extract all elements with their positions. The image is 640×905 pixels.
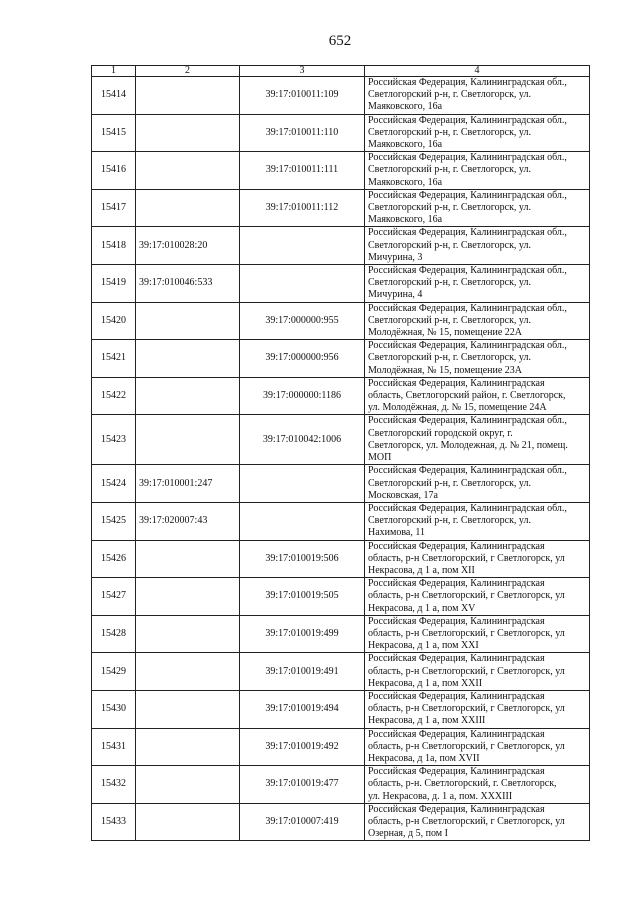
address-line: Российская Федерация, Калининградская обл.,: [368, 340, 567, 352]
row-number-cell: 15426: [92, 540, 136, 578]
cadastral-number-land-cell: [136, 540, 240, 578]
cadastral-number-land-cell: [136, 653, 240, 691]
cadastral-number-land-cell: [136, 377, 240, 415]
row-number-cell: 15428: [92, 615, 136, 653]
address-line: Нахимова, 11: [368, 527, 425, 539]
row-number-cell: 15430: [92, 690, 136, 728]
address-line: МОП: [368, 452, 392, 464]
row-number-cell: 15423: [92, 415, 136, 465]
row-number-cell: 15416: [92, 152, 136, 190]
row-number-cell: 15420: [92, 302, 136, 340]
row-number-cell: 15422: [92, 377, 136, 415]
table-row: [92, 502, 590, 540]
column-header: 1: [92, 66, 136, 77]
row-number-cell: 15417: [92, 189, 136, 227]
address-line: Светлогорский р-н, г. Светлогорск, ул.: [368, 277, 531, 289]
cadastral-number-land-cell: 39:17:010046:533: [136, 265, 240, 303]
address-line: область, р-н. Светлогорский, г. Светлогорск,: [368, 778, 557, 790]
cadastral-number-premises-cell: 39:17:010011:112: [240, 189, 365, 227]
cadastral-number-premises-cell: 39:17:000000:955: [240, 302, 365, 340]
row-number-cell: 15415: [92, 114, 136, 152]
cadastral-number-land-cell: [136, 578, 240, 616]
cadastral-number-land-cell: [136, 803, 240, 841]
cadastral-number-premises-cell: 39:17:000000:956: [240, 340, 365, 378]
address-cell: [365, 302, 590, 340]
cadastral-number-premises-cell: 39:17:010019:477: [240, 766, 365, 804]
cadastral-number-land-cell: [136, 77, 240, 115]
cadastral-number-land-cell: 39:17:010001:247: [136, 465, 240, 503]
cadastral-number-premises-cell: [240, 465, 365, 503]
address-line: Светлогорский городской округ, г.: [368, 427, 513, 439]
cadastral-number-premises-cell: 39:17:010019:492: [240, 728, 365, 766]
address-line: Некрасова, д 1 а, пом XV: [368, 602, 476, 614]
table-row: [92, 465, 590, 503]
address-line: область, Светлогорский район, г. Светлогорск,: [368, 390, 566, 402]
cadastral-number-premises-cell: 39:17:010019:506: [240, 540, 365, 578]
address-line: Мичурина, 4: [368, 289, 423, 301]
row-number-cell: 15431: [92, 728, 136, 766]
row-number-cell: 15414: [92, 77, 136, 115]
address-cell: [365, 465, 590, 503]
row-number-cell: 15418: [92, 227, 136, 265]
table-header-row: [92, 66, 590, 77]
cadastral-number-land-cell: [136, 340, 240, 378]
address-line: Российская Федерация, Калининградская: [368, 690, 545, 702]
row-number-cell: 15432: [92, 766, 136, 804]
address-line: Некрасова, д 1 а, пом XXI: [368, 640, 479, 652]
cadastral-number-land-cell: [136, 189, 240, 227]
cadastral-number-premises-cell: 39:17:010019:494: [240, 690, 365, 728]
address-line: Российская Федерация, Калининградская обл.,: [368, 502, 567, 514]
table-row: [92, 189, 590, 227]
row-number-cell: 15424: [92, 465, 136, 503]
column-header: 2: [136, 66, 240, 77]
address-line: область, р-н Светлогорский, г Светлогорск, ул: [368, 590, 565, 602]
address-line: Маяковского, 16а: [368, 214, 443, 226]
address-line: Российская Федерация, Калининградская: [368, 377, 545, 389]
table-row: [92, 227, 590, 265]
cadastral-number-land-cell: [136, 766, 240, 804]
address-line: Маяковского, 16а: [368, 176, 443, 188]
cadastral-number-land-cell: [136, 302, 240, 340]
cadastral-number-premises-cell: 39:17:000000:1186: [240, 377, 365, 415]
address-line: область, р-н Светлогорский, г Светлогорск, ул: [368, 740, 565, 752]
address-cell: [365, 540, 590, 578]
address-line: Российская Федерация, Калининградская: [368, 728, 545, 740]
table-row: [92, 152, 590, 190]
table-row: [92, 77, 590, 115]
table-row: [92, 578, 590, 616]
address-cell: [365, 77, 590, 115]
address-line: область, р-н Светлогорский, г Светлогорск, ул: [368, 703, 565, 715]
table-row: [92, 415, 590, 465]
address-cell: [365, 152, 590, 190]
address-line: Российская Федерация, Калининградская обл.,: [368, 465, 567, 477]
address-line: Молодёжная, № 15, помещение 22А: [368, 327, 523, 339]
address-line: Мичурина, 3: [368, 251, 423, 263]
address-line: Российская Федерация, Калининградская обл.,: [368, 227, 567, 239]
cadastral-number-premises-cell: 39:17:010011:110: [240, 114, 365, 152]
address-line: область, р-н Светлогорский, г Светлогорск, ул: [368, 627, 565, 639]
address-cell: [365, 803, 590, 841]
table-row: [92, 653, 590, 691]
address-line: Светлогорский р-н, г. Светлогорск, ул.: [368, 202, 531, 214]
row-number-cell: 15433: [92, 803, 136, 841]
row-number-cell: 15421: [92, 340, 136, 378]
address-line: ул. Некрасова, д. 1 а, пом. XXXIII: [368, 790, 513, 802]
cadastral-number-land-cell: [136, 690, 240, 728]
address-line: Российская Федерация, Калининградская: [368, 578, 545, 590]
address-line: Некрасова, д 1 а, пом XXIII: [368, 715, 486, 727]
table-row: [92, 766, 590, 804]
address-line: Светлогорский р-н, г. Светлогорск, ул.: [368, 126, 531, 138]
address-cell: [365, 114, 590, 152]
registry-table: [91, 65, 590, 841]
row-number-cell: 15425: [92, 502, 136, 540]
address-line: Российская Федерация, Калининградская: [368, 540, 545, 552]
address-line: Российская Федерация, Калининградская обл.,: [368, 189, 567, 201]
address-line: Российская Федерация, Калининградская обл.,: [368, 152, 567, 164]
address-cell: [365, 502, 590, 540]
address-cell: [365, 766, 590, 804]
address-line: Российская Федерация, Калининградская: [368, 615, 545, 627]
address-line: Российская Федерация, Калининградская обл.,: [368, 114, 567, 126]
cadastral-number-premises-cell: 39:17:010019:499: [240, 615, 365, 653]
table-row: [92, 377, 590, 415]
address-line: Некрасова, д 1 а, пом XXII: [368, 677, 483, 689]
cadastral-number-premises-cell: 39:17:010019:505: [240, 578, 365, 616]
table-row: [92, 728, 590, 766]
cadastral-number-premises-cell: 39:17:010011:111: [240, 152, 365, 190]
cadastral-number-premises-cell: 39:17:010019:491: [240, 653, 365, 691]
cadastral-number-premises-cell: 39:17:010011:109: [240, 77, 365, 115]
table-row: [92, 302, 590, 340]
cadastral-number-land-cell: 39:17:010028:20: [136, 227, 240, 265]
cadastral-number-premises-cell: [240, 265, 365, 303]
cadastral-number-land-cell: [136, 114, 240, 152]
address-line: ул. Молодёжная, д. № 15, помещение 24А: [368, 402, 547, 414]
address-cell: [365, 340, 590, 378]
address-line: Маяковского, 16а: [368, 139, 443, 151]
address-cell: [365, 653, 590, 691]
address-cell: [365, 189, 590, 227]
address-line: Светлогорск, ул. Молодежная, д. № 21, помещ.: [368, 439, 568, 451]
address-line: область, р-н Светлогорский, г Светлогорск, ул: [368, 815, 565, 827]
address-line: Российская Федерация, Калининградская обл.,: [368, 302, 567, 314]
address-line: Озерная, д 5, пом I: [368, 828, 448, 840]
address-cell: [365, 615, 590, 653]
address-line: Некрасова, д 1а, пом XVII: [368, 752, 480, 764]
address-cell: [365, 578, 590, 616]
table-row: [92, 803, 590, 841]
address-line: Светлогорский р-н, г. Светлогорск, ул.: [368, 352, 531, 364]
address-cell: [365, 690, 590, 728]
address-line: Российская Федерация, Калининградская: [368, 803, 545, 815]
address-line: Российская Федерация, Калининградская обл.,: [368, 265, 567, 277]
address-line: Светлогорский р-н, г. Светлогорск, ул.: [368, 314, 531, 326]
page-number: 652: [328, 33, 352, 49]
address-cell: [365, 728, 590, 766]
row-number-cell: 15427: [92, 578, 136, 616]
address-line: Российская Федерация, Калининградская обл.,: [368, 415, 567, 427]
table-row: [92, 615, 590, 653]
address-cell: [365, 377, 590, 415]
cadastral-number-premises-cell: 39:17:010042:1006: [240, 415, 365, 465]
address-line: Светлогорский р-н, г. Светлогорск, ул.: [368, 239, 531, 251]
address-line: Светлогорский р-н, г. Светлогорск, ул.: [368, 515, 531, 527]
column-header: 3: [240, 66, 365, 77]
row-number-cell: 15429: [92, 653, 136, 691]
table-row: [92, 690, 590, 728]
cadastral-number-land-cell: [136, 152, 240, 190]
address-line: область, р-н Светлогорский, г Светлогорск, ул: [368, 552, 565, 564]
table-row: [92, 340, 590, 378]
address-line: Российская Федерация, Калининградская обл.,: [368, 77, 567, 88]
column-header: 4: [365, 66, 590, 77]
address-line: Светлогорский р-н, г. Светлогорск, ул.: [368, 89, 531, 101]
cadastral-number-land-cell: 39:17:020007:43: [136, 502, 240, 540]
address-line: Молодёжная, № 15, помещение 23А: [368, 364, 523, 376]
address-line: Светлогорский р-н, г. Светлогорск, ул.: [368, 477, 531, 489]
table-row: [92, 114, 590, 152]
address-line: Маяковского, 16а: [368, 101, 443, 113]
address-line: область, р-н Светлогорский, г Светлогорск, ул: [368, 665, 565, 677]
cadastral-number-land-cell: [136, 615, 240, 653]
table-row: [92, 540, 590, 578]
address-line: Некрасова, д 1 а, пом XII: [368, 564, 475, 576]
address-cell: [365, 415, 590, 465]
row-number-cell: 15419: [92, 265, 136, 303]
address-line: Российская Федерация, Калининградская: [368, 653, 545, 665]
table-row: [92, 265, 590, 303]
cadastral-number-premises-cell: [240, 227, 365, 265]
cadastral-number-land-cell: [136, 728, 240, 766]
cadastral-number-land-cell: [136, 415, 240, 465]
address-cell: [365, 265, 590, 303]
cadastral-number-premises-cell: 39:17:010007:419: [240, 803, 365, 841]
cadastral-number-premises-cell: [240, 502, 365, 540]
address-line: Московская, 17а: [368, 489, 438, 501]
address-cell: [365, 227, 590, 265]
address-line: Российская Федерация, Калининградская: [368, 766, 545, 778]
address-line: Светлогорский р-н, г. Светлогорск, ул.: [368, 164, 531, 176]
